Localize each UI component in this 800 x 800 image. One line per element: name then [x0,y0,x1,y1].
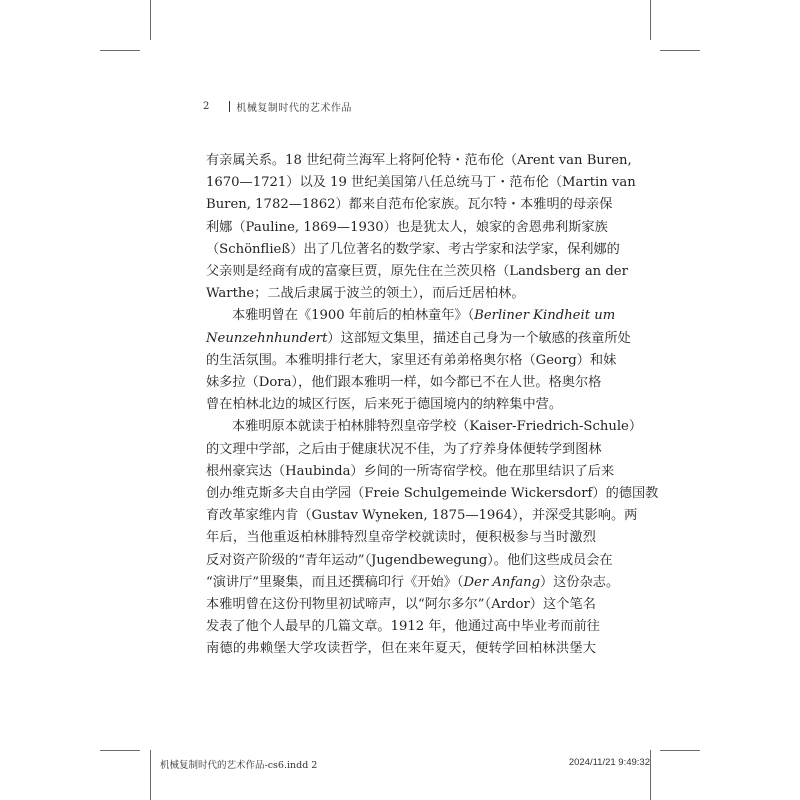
text-line: 南德的弗赖堡大学攻读哲学，但在来年夏天，便转学回柏林洪堡大 [206,641,596,657]
text-line: 本雅明原本就读于柏林腓特烈皇帝学校（Kaiser-Friedrich-Schule） [232,419,643,435]
crop-mark [150,750,151,800]
text-line: 发表了他个人最早的几篇文章。1912 年，他通过高中毕业考而前往 [206,619,600,635]
crop-mark [100,50,140,51]
crop-mark [660,750,700,751]
text-line: 本雅明曾在这份刊物里初试啼声，以“阿尔多尔”（Ardor）这个笔名 [206,597,596,613]
header-divider [229,101,230,112]
text-line: 年后，当他重返柏林腓特烈皇帝学校就读时，便积极参与当时激烈 [206,530,596,546]
crop-mark [650,0,651,40]
crop-mark [150,0,151,40]
book-title: 机械复制时代的艺术作品 [236,102,352,114]
text-line: 创办维克斯多夫自由学园（Freie Schulgemeinde Wickersdorf）的德国教 [206,486,659,502]
text-line: 1670—1721）以及 19 世纪美国第八任总统马丁・范布伦（Martin van [206,175,636,191]
text-line: 妹多拉（Dora），他们跟本雅明一样，如今都已不在人世。格奥尔格 [206,375,602,391]
text-line: （Schönfließ）出了几位著名的数学家、考古学家和法学家，保利娜的 [206,241,620,257]
body-text [206,150,659,661]
text-line: 的生活氛围。本雅明排行老大，家里还有弟弟格奥尔格（Georg）和妹 [206,352,617,368]
text-line: Neunzehnhundert）这部短文集里，描述自己身为一个敏感的孩童所处 [206,330,631,346]
text-line: Warthe；二战后隶属于波兰的领土），而后迁居柏林。 [206,286,525,302]
text-line: 利娜（Pauline, 1869—1930）也是犹太人，娘家的舍恩弗利斯家族 [206,219,608,235]
crop-mark [650,750,651,800]
text-line: 根州豪宾达（Haubinda）乡间的一所寄宿学校。他在那里结识了后来 [206,463,615,479]
text-line: Buren, 1782—1862）都来自范布伦家族。瓦尔特・本雅明的母亲保 [206,197,613,213]
crop-mark [660,50,700,51]
text-line: 有亲属关系。18 世纪荷兰海军上将阿伦特・范布伦（Arent van Buren, [206,153,632,168]
text-line: 育改革家维内肯（Gustav Wyneken, 1875—1964），并深受其影响。两 [206,508,638,524]
text-line: 反对资产阶级的“青年运动”（Jugendbewegung）。他们这些成员会在 [206,552,613,568]
text-line: “演讲厅”里聚集，而且还撰稿印行《开始》（Der Anfang）这份杂志。 [206,574,620,590]
slug-timestamp: 2024/11/21 9:49:32 [568,757,650,768]
text-line: 父亲则是经商有成的富豪巨贾，原先住在兰茨贝格（Landsberg an der [206,264,628,280]
text-line: 的文理中学部，之后由于健康状况不佳，为了疗养身体便转学到图林 [206,441,602,457]
text-line: 本雅明曾在《1900 年前后的柏林童年》（Berliner Kindheit um [232,308,616,324]
page-number: 2 [203,100,210,112]
running-header [203,97,352,115]
text-line: 曾在柏林北边的城区行医，后来死于德国境内的纳粹集中营。 [206,397,563,413]
crop-mark [100,750,140,751]
slug-file-name: 机械复制时代的艺术作品-cs6.indd 2 [160,760,318,771]
